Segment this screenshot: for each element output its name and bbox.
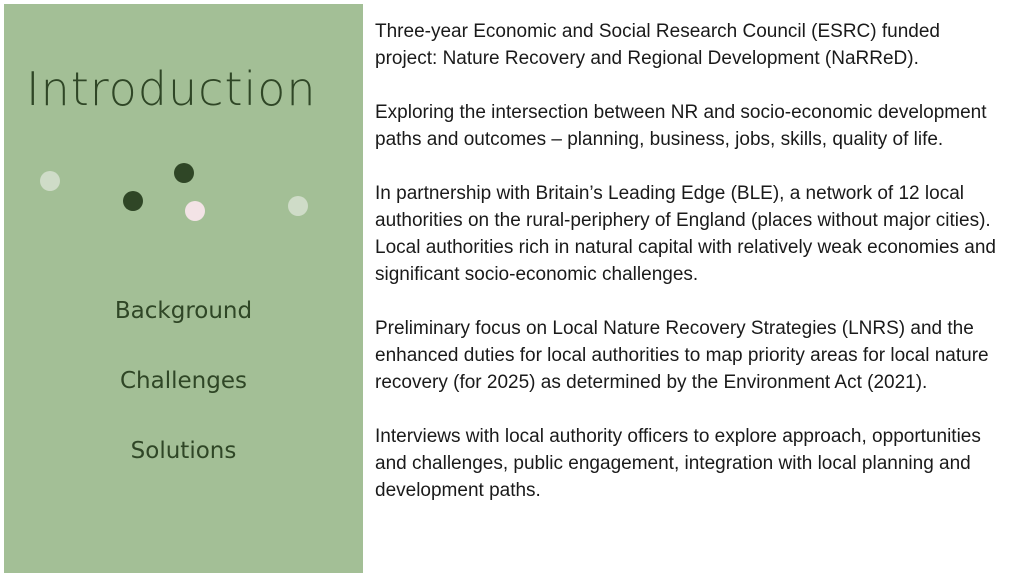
paragraph: Interviews with local authority officers to explore approach, opportunities and challenges, public engagement, integration with local planning and development paths. xyxy=(375,426,981,501)
body-text xyxy=(375,18,1003,504)
paragraph: Exploring the intersection between NR and socio-economic development paths and outcomes – planning, business, jobs, skills, quality of life. xyxy=(375,102,987,150)
decorative-dot-light xyxy=(40,171,60,191)
decorative-dot-dark xyxy=(174,163,194,183)
section-title: Introduction xyxy=(26,62,317,116)
nav-item-solutions[interactable]: Solutions xyxy=(130,438,237,464)
decorative-dot-pink xyxy=(185,201,205,221)
nav-item-challenges[interactable]: Challenges xyxy=(120,368,247,394)
paragraph: Preliminary focus on Local Nature Recovery Strategies (LNRS) and the enhanced duties for local authorities to map priority areas for local nature recovery (for 2025) as determined by the Environment Act (2021). xyxy=(375,318,989,393)
decorative-dot-light xyxy=(288,196,308,216)
paragraph: In partnership with Britain’s Leading Edge (BLE), a network of 12 local authorities on the rural-periphery of England (places without major cities). Local authorities rich in natural capital with relatively weak economies and significant socio-economic challenges. xyxy=(375,183,996,285)
paragraph: Three-year Economic and Social Research Council (ESRC) funded project: Nature Recovery and Regional Development (NaRReD). xyxy=(375,21,940,69)
nav-item-background[interactable]: Background xyxy=(114,298,253,324)
sidebar-panel xyxy=(4,4,363,573)
decorative-dot-dark xyxy=(123,191,143,211)
